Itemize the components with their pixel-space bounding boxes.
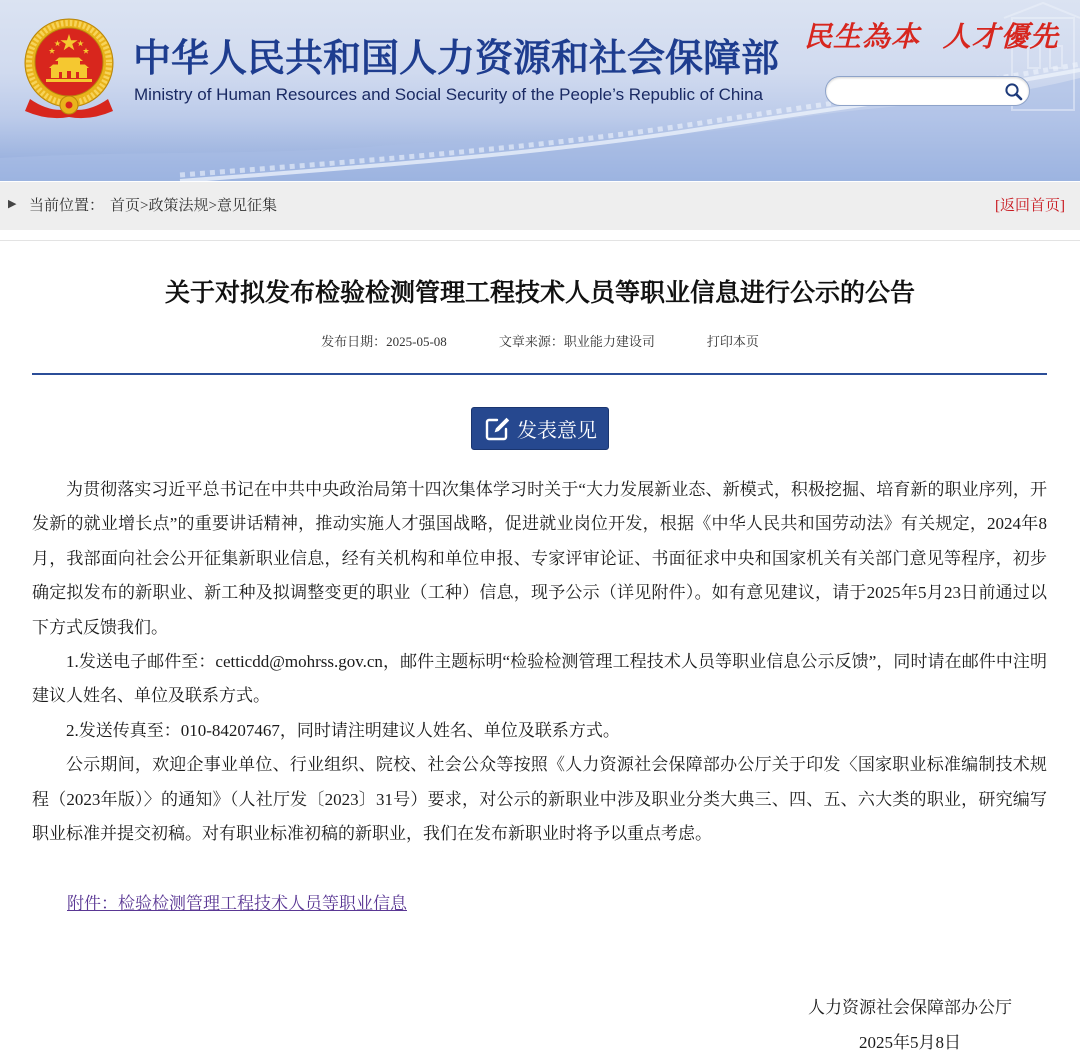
article-paragraph: 1.发送电子邮件至：cetticdd@mohrss.gov.cn，邮件主题标明“检验检测管理工程技术人员等职业信息公示反馈”，同时请在邮件中注明建议人姓名、单位及联系方式。 xyxy=(32,652,1047,706)
edit-icon xyxy=(483,415,511,443)
search-input[interactable] xyxy=(836,80,996,102)
signature-date: 2025年5月8日 xyxy=(859,1033,961,1052)
breadcrumb-trail xyxy=(29,182,277,230)
article-body xyxy=(32,473,1047,851)
slogan: 民生為本 人才優先 xyxy=(804,20,1059,53)
breadcrumb-item-consultation[interactable]: 意见征集 xyxy=(216,198,277,214)
site-subtitle-english: Ministry of Human Resources and Social Security of the People’s Republic of China xyxy=(134,85,763,104)
article-meta xyxy=(0,331,1080,353)
article-paragraph: 公示期间，欢迎企事业单位、行业组织、院校、社会公众等按照《人力资源社会保障部办公厅关于印发〈国家职业标准编制技术规程（2023年版）〉的通知》（人社厅发〔2023〕31号）要求，对公示的新职业中涉及职业分类大典三、四、五、六大类的职业，研究编写职业标准并提交初稿。对有职业标准初稿的新职业，我们在发布新职业时将予以重点考虑。 xyxy=(32,755,1047,844)
breadcrumb xyxy=(0,182,1080,230)
content-divider xyxy=(0,240,1080,241)
breadcrumb-separator: > xyxy=(208,198,217,214)
signature-org: 人力资源社会保障部办公厅 xyxy=(808,998,1012,1017)
breadcrumb-item-policy[interactable]: 政策法规 xyxy=(148,198,209,214)
article-source-value: 职业能力建设司 xyxy=(563,334,655,349)
site-header xyxy=(0,0,1080,181)
breadcrumb-label: 当前位置： xyxy=(29,198,105,214)
triangle-right-icon: ▶ xyxy=(8,197,17,210)
publish-date-label: 发布日期： xyxy=(321,334,387,349)
publish-date xyxy=(321,331,447,353)
submit-comment-label: 发表意见 xyxy=(517,418,597,442)
back-to-home-link[interactable]: [返回首页] xyxy=(995,198,1065,214)
article-paragraph: 2.发送传真至：010-84207467，同时请注明建议人姓名、单位及联系方式。 xyxy=(66,720,620,740)
submit-comment-button[interactable] xyxy=(471,407,609,450)
search-box xyxy=(825,76,1030,106)
site-logo[interactable] xyxy=(0,0,800,181)
article-paragraph: 为贯彻落实习近平总书记在中共中央政治局第十四次集体学习时关于“大力发展新业态、新模式，积极挖掘、培育新的职业序列，开发新的就业增长点”的重要讲话精神，推动实施人才强国战略，促进就业岗位开发，根据《中华人民共和国劳动法》有关规定，2024年8月，我部面向社会公开征集新职业信息，经有关机构和单位申报、专家评审论证、书面征求中央和国家机关有关部门意见等程序，初步确定拟发布的新职业、新工种及拟调整变更的职业（工种）信息，现予公示（详见附件）。如有意见建议，请于2025年5月23日前通过以下方式反馈我们。 xyxy=(32,480,1047,637)
breadcrumb-item-home[interactable]: 首页 xyxy=(110,198,141,214)
attachment-link[interactable]: 附件：检验检测管理工程技术人员等职业信息 xyxy=(67,894,407,913)
national-emblem-icon xyxy=(22,17,116,119)
signature xyxy=(806,990,1014,1060)
breadcrumb-separator: > xyxy=(140,198,149,214)
publish-date-value: 2025-05-08 xyxy=(386,334,447,349)
site-title: 中华人民共和国人力资源和社会保障部 xyxy=(133,36,780,80)
search-icon[interactable] xyxy=(1004,82,1023,101)
print-page-link[interactable]: 打印本页 xyxy=(706,334,759,349)
article-source-label: 文章来源： xyxy=(498,334,564,349)
title-rule xyxy=(32,373,1047,375)
article-source xyxy=(499,331,655,353)
article-title: 关于对拟发布检验检测管理工程技术人员等职业信息进行公示的公告 xyxy=(164,280,915,307)
